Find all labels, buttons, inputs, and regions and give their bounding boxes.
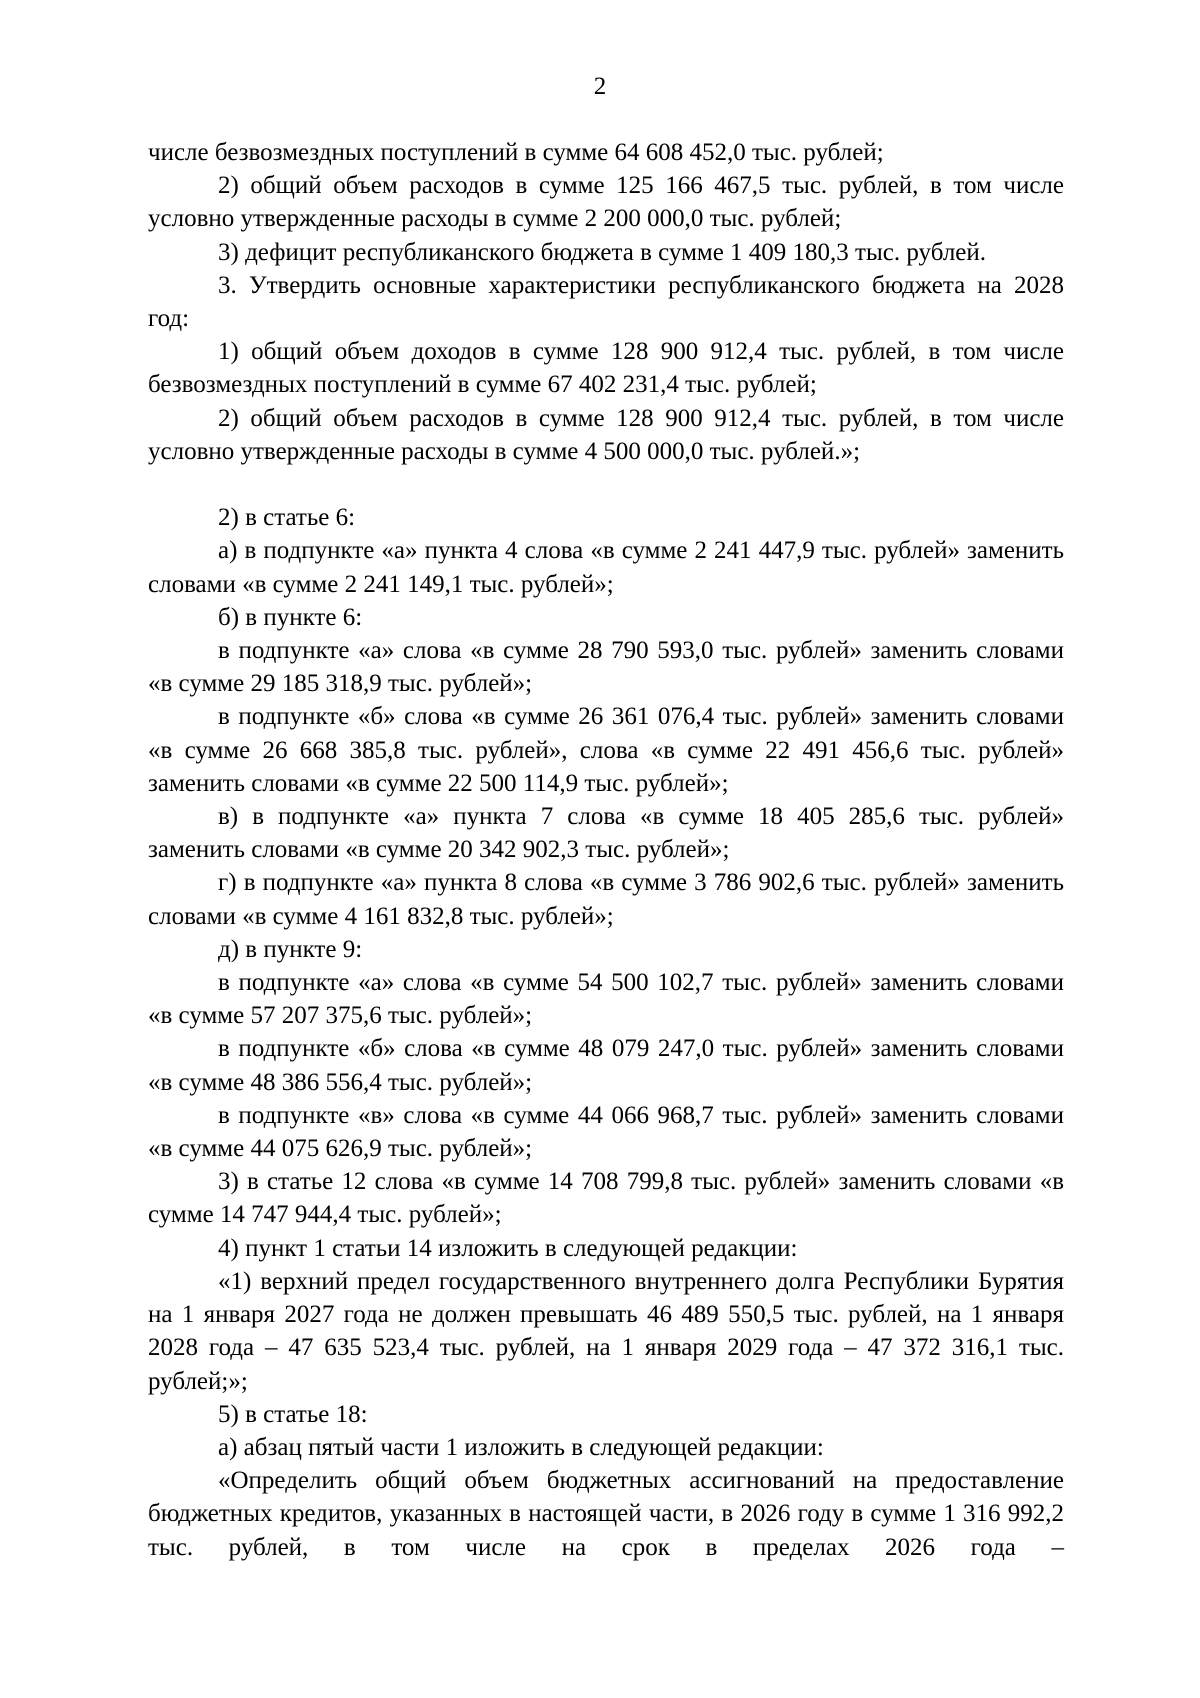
paragraph-23: «Определить общий объем бюджетных ассигнований на предоставление бюджетных кредитов, указанных в настоящей части, в 2026 году в сумме 1 316 992,2 тыс. рублей, в том числе на срок в пределах 2026 года – <box>148 1467 1064 1561</box>
paragraph-4: 3. Утвердить основные характеристики республиканского бюджета на 2028 год: <box>148 271 1064 333</box>
paragraph-3: 3) дефицит республиканского бюджета в сумме 1 409 180,3 тыс. рублей. <box>218 238 987 266</box>
paragraph-12: в) в подпункте «а» пункта 7 слова «в сумме 18 405 285,6 тыс. рублей» заменить словами «в сумме 20 342 902,3 тыс. рублей»; <box>148 803 1064 864</box>
paragraph-19: 4) пункт 1 статьи 14 изложить в следующей редакции: <box>218 1234 798 1262</box>
paragraph-spacer <box>148 468 1064 501</box>
paragraph-13: г) в подпункте «а» пункта 8 слова «в сумме 3 786 902,6 тыс. рублей» заменить словами «в сумме 4 161 832,8 тыс. рублей»; <box>148 869 1064 930</box>
paragraph-15: в подпункте «а» слова «в сумме 54 500 102,7 тыс. рублей» заменить словами «в сумме 57 207 375,6 тыс. рублей»; <box>148 969 1064 1030</box>
paragraph-22: а) абзац пятый части 1 изложить в следующей редакции: <box>218 1433 824 1461</box>
paragraph-1: числе безвозмездных поступлений в сумме 64 608 452,0 тыс. рублей; <box>148 139 884 166</box>
paragraph-10: в подпункте «а» слова «в сумме 28 790 593,0 тыс. рублей» заменить словами «в сумме 29 185 318,9 тыс. рублей»; <box>148 637 1064 698</box>
paragraph-18: 3) в статье 12 слова «в сумме 14 708 799,8 тыс. рублей» заменить словами «в сумме 14 747 944,4 тыс. рублей»; <box>148 1168 1064 1229</box>
paragraph-16: в подпункте «б» слова «в сумме 48 079 247,0 тыс. рублей» заменить словами «в сумме 48 386 556,4 тыс. рублей»; <box>148 1035 1064 1096</box>
paragraph-9: б) в пункте 6: <box>218 603 363 631</box>
paragraph-11: в подпункте «б» слова «в сумме 26 361 076,4 тыс. рублей» заменить словами «в сумме 26 668 385,8 тыс. рублей», слова «в сумме 22 491 456,6 тыс. рублей» заменить словами «в сумме 22 500 114,9 тыс. рублей»; <box>148 703 1064 797</box>
paragraph-2: 2) общий объем расходов в сумме 125 166 467,5 тыс. рублей, в том числе условно утвержденные расходы в сумме 2 200 000,0 тыс. рублей; <box>148 172 1064 233</box>
paragraph-5: 1) общий объем доходов в сумме 128 900 912,4 тыс. рублей, в том числе безвозмездных поступлений в сумме 67 402 231,4 тыс. рублей; <box>148 338 1064 399</box>
paragraph-6: 2) общий объем расходов в сумме 128 900 912,4 тыс. рублей, в том числе условно утвержденные расходы в сумме 4 500 000,0 тыс. рублей.»; <box>148 404 1064 465</box>
paragraph-20: «1) верхний предел государственного внутреннего долга Республики Бурятия на 1 января 2027 года не должен превышать 46 489 550,5 тыс. рублей, на 1 января 2028 года – 47 635 523,4 тыс. рублей, на 1 января 2029 года – 47 372 316,1 тыс. рублей;»; <box>148 1267 1064 1395</box>
page-number: 2 <box>593 73 607 100</box>
paragraph-17: в подпункте «в» слова «в сумме 44 066 968,7 тыс. рублей» заменить словами «в сумме 44 075 626,9 тыс. рублей»; <box>148 1101 1064 1163</box>
document-body <box>148 136 1064 1564</box>
paragraph-21: 5) в статье 18: <box>218 1400 368 1428</box>
paragraph-8: а) в подпункте «а» пункта 4 слова «в сумме 2 241 447,9 тыс. рублей» заменить словами «в сумме 2 241 149,1 тыс. рублей»; <box>148 537 1064 598</box>
paragraph-7: 2) в статье 6: <box>218 504 356 532</box>
paragraph-14: д) в пункте 9: <box>218 935 363 963</box>
